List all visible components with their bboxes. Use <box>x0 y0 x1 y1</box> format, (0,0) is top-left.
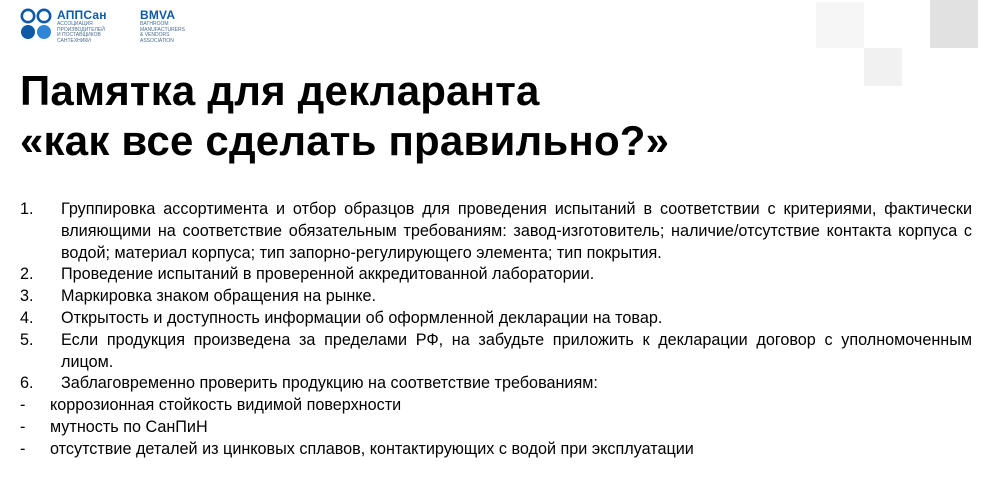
sublist-dash: - <box>20 417 26 436</box>
sublist-item-text: мутность по СанПиН <box>50 417 208 436</box>
decor-square-light <box>816 2 864 48</box>
logo-ru-name: АППСан <box>57 8 107 22</box>
list-item <box>20 308 972 330</box>
logo-dot-bottom-left <box>21 25 35 39</box>
list-item-text: Маркировка знаком обращения на рынке. <box>61 287 377 306</box>
sublist-dash: - <box>20 439 26 458</box>
list-item-number: 1. <box>20 200 34 218</box>
sublist-item <box>20 395 972 417</box>
list-item-number: 4. <box>20 308 34 327</box>
list-item-text: Группировка ассортимента и отбор образцов для проведения испытаний в соответствии с критериями, фактически влияющими на соответствие обязательным требованиям: завод-изготовитель; наличие/отсутствие контакта корпуса с водой; материал корпуса; тип запорно-регулирующего элемента; тип покрытия. <box>61 200 972 262</box>
decor-square-grey <box>930 0 978 48</box>
page-title <box>20 66 669 166</box>
logo-en-name: BMVA <box>140 8 176 22</box>
logo-ru-subtitle: АССОЦИАЦИЯ ПРОИЗВОДИТЕЛЕЙ И ПОСТАВЩИКОВ САНТЕХНИКИ <box>57 21 105 44</box>
logo-en-subtitle: BATHROOM MANUFACTURERS & VENDORS ASSOCIATION <box>140 21 186 44</box>
logo-dot-top-left <box>22 10 34 22</box>
sublist-item <box>20 439 972 461</box>
list-item-text: Если продукция произведена за пределами РФ, на забудьте приложить к декларации договор с уполномоченным лицом. <box>61 330 972 371</box>
list-item <box>20 286 972 308</box>
logo-dot-top-right <box>38 10 50 22</box>
instructions-list <box>20 199 972 461</box>
list-item-text: Открытость и доступность информации об оформленной декларации на товар. <box>61 308 663 327</box>
list-item <box>20 373 972 395</box>
sublist-item-text: отсутствие деталей из цинковых сплавов, контактирующих с водой при эксплуатации <box>50 439 694 458</box>
sublist-dash: - <box>20 396 26 415</box>
list-item-number: 2. <box>20 265 34 284</box>
sublist-item-text: коррозионная стойкость видимой поверхности <box>50 396 402 415</box>
list-item <box>20 264 972 286</box>
title-line-1: Памятка для декларанта <box>20 67 540 114</box>
sublist-item <box>20 417 972 439</box>
decor-square-pale <box>864 48 902 86</box>
logo-dots-icon <box>20 8 52 40</box>
list-item <box>20 199 972 264</box>
logo-dot-bottom-right <box>37 25 51 39</box>
title-line-2: «как все сделать правильно?» <box>20 117 670 164</box>
list-item-text: Проведение испытаний в проверенной аккредитованной лаборатории. <box>61 265 595 284</box>
list-item-number: 5. <box>20 330 34 349</box>
list-item <box>20 330 972 374</box>
list-item-text: Заблаговременно проверить продукцию на соответствие требованиям: <box>61 374 598 393</box>
list-item-number: 6. <box>20 374 34 393</box>
list-item-number: 3. <box>20 287 34 306</box>
